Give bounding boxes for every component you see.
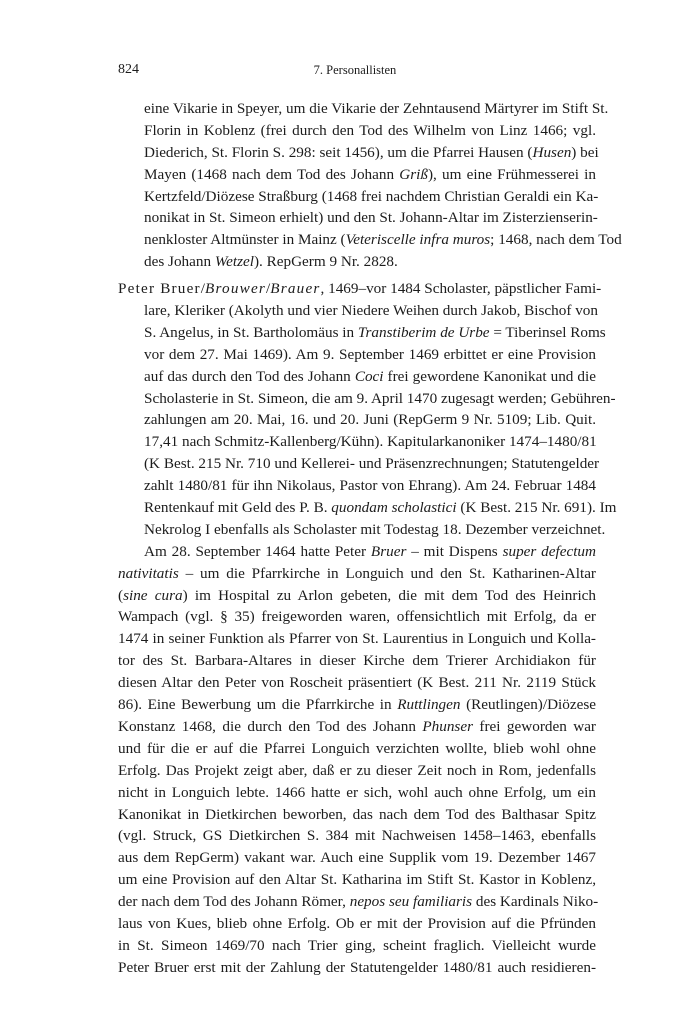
text-run: ), um eine Frühmesserei in	[427, 165, 596, 183]
text-run: = Tiberinsel Roms	[489, 323, 606, 341]
text-run: nicht in Longuich lebte. 1466 hatte er sich, wohl auch ohne Erfolg, um ein	[118, 783, 596, 801]
text-run: (	[118, 586, 124, 604]
text-line	[118, 409, 596, 431]
italic-text: Veteriscelle infra muros	[345, 231, 491, 249]
text-run: 17,41 nach Schmitz-Kallenberg/Kühn). Kapitularkanoniker 1474–1480/81	[144, 433, 597, 451]
text-run: Peter Bruer	[118, 280, 201, 298]
text-run: zahlt 1480/81 für ihn Nikolaus, Pastor von Ehrang). Am 24. Februar 1484	[144, 477, 596, 495]
text-line	[118, 164, 596, 186]
text-run: ) bei	[571, 143, 599, 161]
text-run: nonikat in St. Simeon erhielt) und den St. Johann-Altar im Zisterzienserin-	[144, 209, 598, 227]
text-run: tor des St. Barbara-Altares in dieser Kirche dem Trierer Archidiakon für	[118, 652, 596, 670]
text-run: Rentenkauf mit Geld des P. B.	[144, 499, 332, 517]
italic-text: Phunser	[422, 717, 473, 735]
text-line	[118, 453, 600, 475]
text-line	[118, 738, 596, 760]
text-line	[118, 672, 596, 694]
text-run: eine Vikarie in Speyer, um die Vikarie der Zehntausend Märtyrer im Stift St.	[144, 100, 609, 117]
text-line	[118, 847, 596, 869]
italic-text: Brouwer	[205, 280, 267, 298]
text-run: ) im Hospital zu Arlon gebeten, die mit dem Tod des Heinrich	[182, 586, 596, 604]
text-run: /	[200, 280, 206, 298]
text-run: , 1469–vor 1484 Scholaster, päpstlicher Fami-	[320, 280, 602, 298]
text-run: lare, Kleriker (Akolyth und vier Niedere Weihen durch Jakob, Bischof von	[144, 302, 598, 320]
italic-text: Coci	[354, 367, 384, 385]
text-run: (K Best. 215 Nr. 691). Im	[456, 499, 617, 517]
text-line	[118, 431, 596, 453]
text-run: /	[266, 280, 271, 298]
italic-text: Brauer	[270, 280, 321, 298]
text-line	[118, 804, 596, 826]
text-run: Kertzfeld/Diözese Straßburg (1468 frei nachdem Christian Geraldi ein Ka-	[144, 187, 599, 205]
text-line	[118, 825, 596, 847]
text-run: Am 28. September 1464 hatte Peter	[144, 542, 371, 560]
text-run: frei geworden war	[473, 717, 596, 735]
italic-text: nepos seu familiaris	[349, 893, 473, 911]
text-run: des Kardinals Niko-	[472, 893, 599, 911]
text-run: Konstanz 1468, die durch den Tod des Johann	[118, 717, 423, 735]
text-line	[118, 606, 596, 628]
text-line	[118, 782, 596, 804]
text-line	[118, 142, 599, 164]
italic-text: Wetzel	[214, 253, 254, 271]
text-run: und für die er auf die Pfarrei Longuich verzichten wollte, blieb wohl ohne	[118, 739, 596, 757]
text-line	[118, 913, 596, 935]
text-line	[118, 475, 596, 497]
text-line	[118, 120, 596, 142]
text-line	[118, 585, 596, 607]
text-line	[118, 760, 596, 782]
text-run: zahlungen am 20. Mai, 16. und 20. Juni (RepGerm 9 Nr. 5109; Lib. Quit.	[144, 411, 596, 429]
text-line	[118, 541, 596, 563]
running-head	[118, 62, 592, 82]
text-run: Scholasterie in St. Simeon, die am 9. April 1470 zugesagt werden; Gebühren-	[144, 389, 616, 407]
page-number: 824	[118, 62, 139, 77]
italic-text: super defectum	[502, 542, 596, 560]
text-run: in St. Simeon 1469/70 nach Trier ging, scheint fraglich. Vielleicht wurde	[118, 936, 596, 954]
text-run: (K Best. 215 Nr. 710 und Kellerei- und Präsenzrechnungen; Statutengelder	[144, 455, 600, 473]
text-run: Kanonikat in Dietkirchen beworben, das nach dem Tod des Balthasar Spitz	[118, 805, 596, 823]
text-line	[118, 229, 622, 251]
text-run: der nach dem Tod des Johann Römer,	[118, 893, 350, 911]
text-run: nenkloster Altmünster in Mainz (	[144, 231, 346, 249]
italic-text: Husen	[532, 143, 572, 161]
text-run: Diederich, St. Florin S. 298: seit 1456), um die Pfarrei Hausen (	[144, 143, 533, 161]
text-run: (Reutlingen)/Diözese	[460, 696, 597, 714]
text-run: Florin in Koblenz (frei durch den Tod des Wilhelm von Linz 1466; vgl.	[144, 121, 596, 139]
text-run: des Johann	[144, 253, 215, 271]
text-run: Mayen (1468 nach dem Tod des Johann	[144, 165, 400, 183]
text-line	[118, 563, 596, 585]
text-run: auf das durch den Tod des Johann	[144, 367, 355, 385]
text-run: laus von Kues, blieb ohne Erfolg. Ob er mit der Provision auf die Pfründen	[118, 914, 596, 932]
italic-text: Bruer	[370, 542, 407, 560]
text-run: um eine Provision auf den Altar St. Katharina im Stift St. Kastor in Koblenz,	[118, 871, 596, 889]
text-line	[118, 650, 596, 672]
text-line	[118, 716, 596, 738]
text-line	[118, 207, 596, 229]
text-run: Peter Bruer erst mit der Zahlung der Statutengelder 1480/81 auch residieren-	[118, 958, 596, 976]
text-line	[118, 251, 596, 273]
text-line	[118, 300, 596, 322]
text-run: ). RepGerm 9 Nr. 2828.	[253, 253, 398, 271]
text-line	[118, 186, 599, 208]
italic-text: Griß	[399, 165, 428, 183]
text-run: Erfolg. Das Projekt zeigt aber, daß er zu dieser Zeit noch in Rom, jedenfalls	[118, 761, 596, 779]
text-line	[118, 322, 606, 344]
text-run: Wampach (vgl. § 35) freigeworden waren, offensichtlich mit Erfolg, da er	[118, 608, 596, 626]
italic-text: Transtiberim de Urbe	[357, 323, 490, 341]
section-title: 7. Personallisten	[313, 63, 397, 77]
text-run: ; 1468, nach dem Tod	[490, 231, 622, 249]
text-line	[118, 891, 599, 913]
text-line	[118, 98, 609, 120]
text-run: – um die Pfarrkirche in Longuich und den St. Katharinen-Altar	[178, 564, 596, 582]
text-line	[118, 869, 596, 891]
text-run: – mit Dispens	[406, 542, 503, 560]
text-line	[118, 935, 596, 957]
text-run: diesen Altar den Peter von Roscheit präsentiert (K Best. 211 Nr. 2119 Stück	[118, 674, 596, 692]
text-line	[118, 344, 596, 366]
text-run: frei gewordene Kanonikat und die	[383, 367, 596, 385]
text-line	[118, 519, 606, 541]
text-run: 86). Eine Bewerbung um die Pfarrkirche in	[118, 696, 398, 714]
text-line	[118, 497, 617, 519]
text-run: (vgl. Struck, GS Dietkirchen S. 384 mit Nachweisen 1458–1463, ebenfalls	[118, 827, 596, 845]
text-line	[118, 278, 602, 300]
italic-text: Ruttlingen	[397, 696, 461, 714]
text-line	[118, 957, 596, 979]
italic-text: sine cura	[123, 586, 183, 604]
text-run: aus dem RepGerm) vakant war. Auch eine Supplik vom 19. Dezember 1467	[118, 849, 596, 867]
text-run: 1474 in seiner Funktion als Pfarrer von St. Laurentius in Longuich und Kolla-	[118, 630, 596, 648]
text-line	[118, 388, 616, 410]
text-line	[118, 628, 596, 650]
italic-text: quondam scholastici	[331, 499, 457, 517]
text-run: Nekrolog I ebenfalls als Scholaster mit Todestag 18. Dezember verzeichnet.	[144, 520, 606, 538]
italic-text: nativitatis	[118, 564, 179, 582]
body-text	[118, 98, 622, 979]
text-run: S. Angelus, in St. Bartholomäus in	[144, 323, 358, 341]
text-run: vor dem 27. Mai 1469). Am 9. September 1469 erbittet er eine Provision	[144, 345, 596, 363]
text-line	[118, 366, 596, 388]
text-line	[118, 694, 596, 716]
